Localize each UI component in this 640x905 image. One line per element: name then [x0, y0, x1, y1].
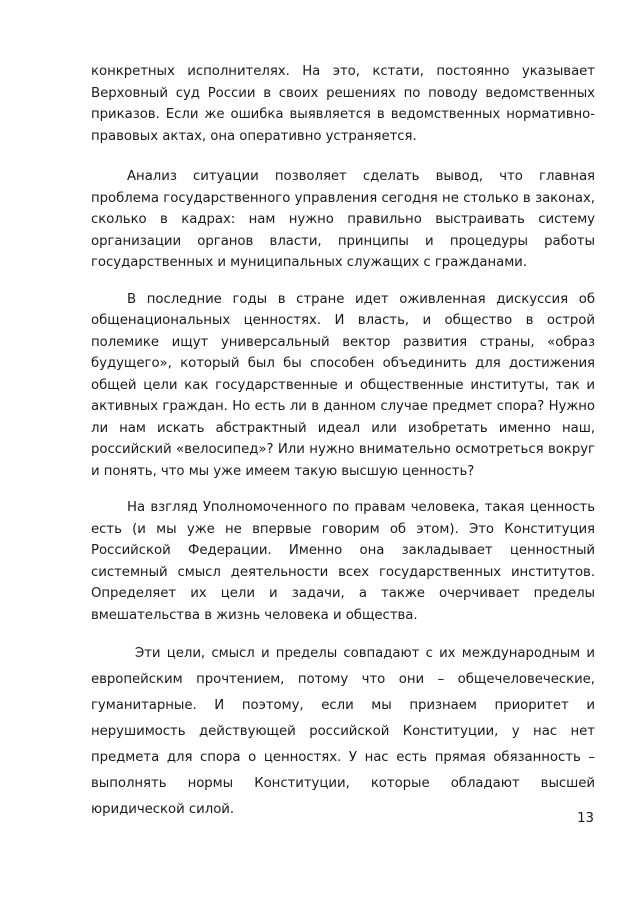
- paragraph-3: В последние годы в стране идет оживленная дискуссия об общенациональных ценностях. И власть, и общество в острой полемике ищут универсальный вектор развития страны, «образ будущего», который был бы способен объединить для достижения общей цели как государственные и общественные институты, так и активных граждан. Но есть ли в данном случае предмет спора? Нужно ли нам искать абстрактный идеал или изобретать именно наш, российский «велосипед»? Или нужно внимательно осмотреться вокруг и понять, что мы уже имеем такую высшую ценность?: [91, 291, 595, 479]
- paragraph-2: Анализ ситуации позволяет сделать вывод, что главная проблема государственного управления сегодня не столько в законах, сколько в кадрах: нам нужно правильно выстраивать систему организации органов власти, принципы и процедуры работы государственных и муниципальных служащих с гражданами.: [91, 169, 595, 270]
- page-number: 13: [577, 811, 594, 826]
- paragraph-1: конкретных исполнителях. На это, кстати, постоянно указывает Верховный суд России в своих решениях по поводу ведомственных приказов. Если же ошибка выявляется в ведомственных нормативно-правовых актах, она оперативно устраняется.: [91, 64, 595, 144]
- paragraph-5: Эти цели, смысл и пределы совпадают с их международным и европейским прочтением, потому что они – общечеловеческие, гуманитарные. И поэтому, если мы признаем приоритет и нерушимость действующей российской Конституции, у нас нет предмета для спора о ценностях. У нас есть прямая обязанность – выполнять нормы Конституции, которые обладают высшей юридической силой.: [91, 646, 595, 817]
- document-body: [91, 61, 595, 823]
- paragraph-4: На взгляд Уполномоченного по правам человека, такая ценность есть (и мы уже не впервые говорим об этом). Это Конституция Российской Федерации. Именно она закладывает ценностный системный смысл деятельности всех государственных институтов. Определяет их цели и задачи, а также очерчивает пределы вмешательства в жизнь человека и общества.: [91, 500, 595, 623]
